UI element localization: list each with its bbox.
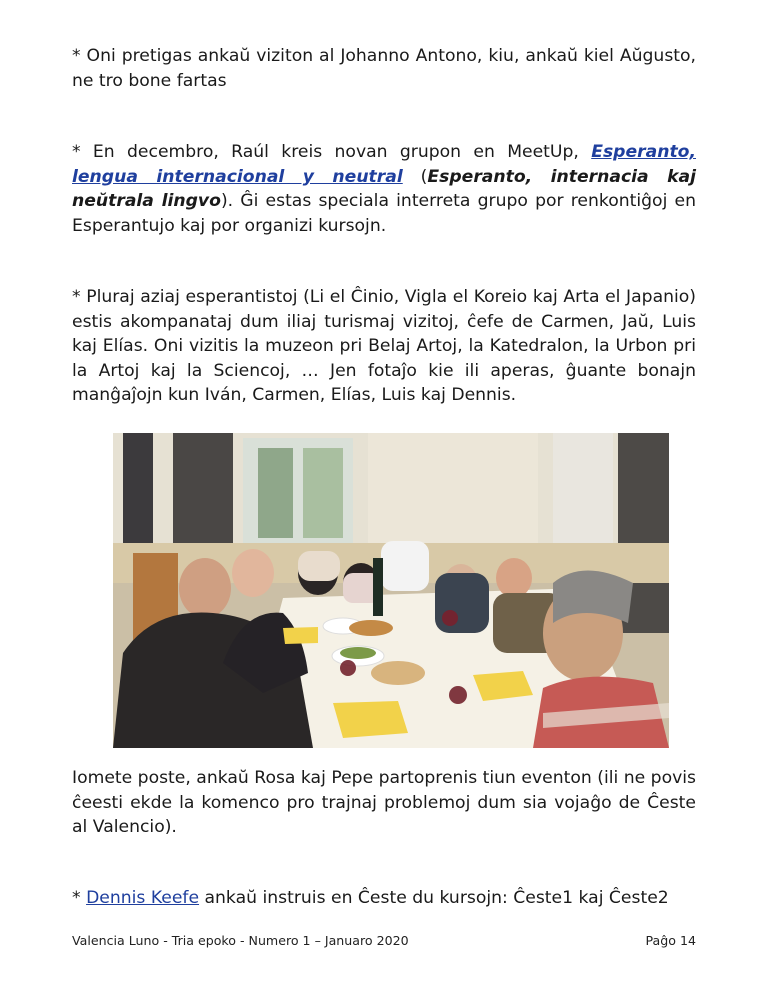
paragraph-text: Iomete poste, ankaŭ Rosa kaj Pepe partoprenis tiun eventon (ili ne povis ĉeesti ekde la komenco pro trajnaj problemoj dum sia vojaĝo de Ĉeste al Valencio). bbox=[72, 768, 696, 838]
paragraph-text: * Pluraj aziaj esperantistoj (Li el Ĉinio, Vigla el Koreio kaj Arta el Japanio) estis akompanataj dum iliaj turismaj vizitoj, ĉefe de Carmen, Jaŭ, Luis kaj Elías. Oni vizitis la muzeon pri Belaj Artoj, la Katedralon, la Urbon pri la Artoj kaj la Sciencoj, … Jen fotaĵo kie ili aperas, ĝuante bonajn manĝaĵojn kun Iván, Carmen, Elías, Luis kaj Dennis. bbox=[72, 287, 696, 406]
paragraph-rosa-pepe bbox=[72, 766, 696, 840]
paragraph-johanno bbox=[72, 44, 696, 93]
page-footer bbox=[72, 933, 696, 948]
paragraph-text: * Oni pretigas ankaŭ viziton al Johanno Antono, kiu, ankaŭ kiel Aŭgusto, ne tro bone fartas bbox=[72, 46, 696, 91]
paragraph-suffix: ankaŭ instruis en Ĉeste du kursojn: Ĉeste1 kaj Ĉeste2 bbox=[199, 888, 669, 908]
meetup-group-link[interactable]: Esperanto, lengua internacional y neutral bbox=[72, 142, 696, 187]
paragraph-suffix: ). Ĝi estas speciala interreta grupo por renkontiĝoj en Esperantujo kaj por organizi kursojn. bbox=[72, 191, 696, 236]
paragraph-asian-visitors bbox=[72, 285, 696, 408]
dennis-keefe-link[interactable]: Dennis Keefe bbox=[86, 888, 200, 908]
paragraph-meetup bbox=[72, 140, 696, 238]
paragraph-mid: ( bbox=[402, 166, 428, 187]
group-dinner-photo bbox=[113, 433, 669, 748]
footer-publication: Valencia Luno - Tria epoko - Numero 1 – Januaro 2020 bbox=[72, 933, 409, 948]
group-translation: Esperanto, internacia kaj neŭtrala lingvo bbox=[72, 166, 697, 212]
paragraph-prefix: * En decembro, Raúl kreis novan grupon en MeetUp, bbox=[72, 142, 592, 162]
footer-page-number: Paĝo 14 bbox=[645, 933, 696, 948]
paragraph-prefix: * bbox=[72, 888, 87, 908]
paragraph-dennis-keefe bbox=[72, 886, 696, 911]
